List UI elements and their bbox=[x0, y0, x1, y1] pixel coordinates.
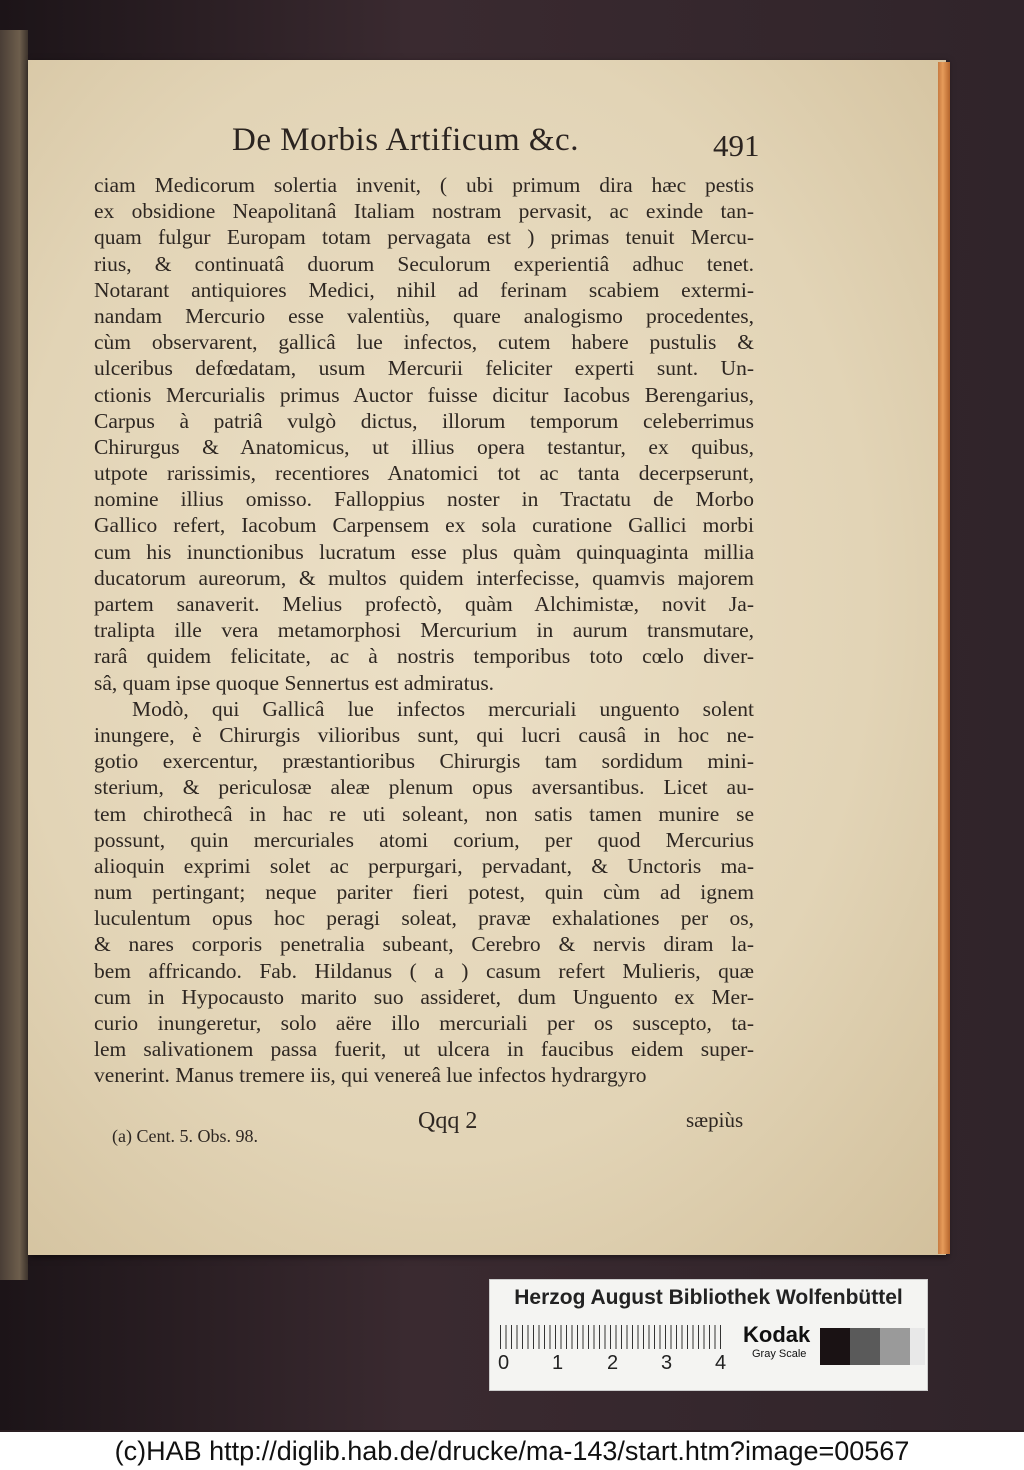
text-line: cùm observarent, gallicâ lue infectos, cutem habere pustulis & bbox=[94, 330, 754, 355]
text-line: rius, & continuatâ duorum Seculorum experientiâ adhuc tenet. bbox=[94, 251, 754, 276]
text-line: Carpus à patriâ vulgò dictus, illorum temporum celeberrimus bbox=[94, 408, 754, 433]
text-line: utpote rarissimis, recentiores Anatomici tot ac tanta decerpserunt, bbox=[94, 461, 754, 486]
ruler-number: 3 bbox=[661, 1352, 673, 1374]
text-line: ex obsidione Neapolitanâ Italiam nostram pervasit, ac exinde tan- bbox=[94, 199, 754, 224]
ruler-number: 0 bbox=[498, 1352, 510, 1374]
text-line: venerint. Manus tremere iis, qui venereâ lue infectos hydrargyro bbox=[94, 1063, 647, 1088]
text-line: ctionis Mercurialis primus Auctor fuisse dicitur Iacobus Berengarius, bbox=[94, 382, 754, 407]
text-line: Modò, qui Gallicâ lue infectos mercuriali unguento solent bbox=[132, 696, 754, 721]
ruler-number: 4 bbox=[715, 1352, 727, 1374]
grayscale-label: Gray Scale bbox=[752, 1348, 807, 1360]
text-line: quam fulgur Europam totam pervagata est ) primas tenuit Mercu- bbox=[94, 225, 754, 250]
text-line: sâ, quam ipse quoque Sennertus est admiratus. bbox=[94, 670, 495, 695]
footnote: (a) Cent. 5. Obs. 98. bbox=[112, 1126, 258, 1146]
signature-mark: Qqq 2 bbox=[418, 1108, 478, 1134]
text-line: Notarant antiquiores Medici, nihil ad ferinam scabiem extermi- bbox=[94, 277, 754, 302]
text-line: num pertingant; neque pariter fieri potest, quin cùm ad ignem bbox=[94, 880, 754, 905]
text-line: & nares corporis penetralia subeant, Cerebro & nervis diram la- bbox=[94, 932, 754, 957]
kodak-logo: Kodak bbox=[743, 1322, 811, 1347]
body-text bbox=[94, 172, 754, 1089]
text-line: partem sanaverit. Melius profectò, quàm Alchimistæ, novit Ja- bbox=[94, 592, 754, 616]
text-line: inungere, è Chirurgis vilioribus sunt, qui lucri causâ in hoc ne- bbox=[94, 722, 754, 747]
text-line: ducatorum aureorum, & multos quidem interfecisse, quamvis majorem bbox=[94, 565, 754, 590]
text-line: gotio exercentur, præstantioribus Chirurgis tam sordidum mini- bbox=[94, 749, 754, 774]
text-line: rarâ quidem felicitate, ac à nostris temporibus toto cœlo diver- bbox=[94, 644, 754, 669]
text-line: Gallico refert, Iacobum Carpensem ex sola curatione Gallici morbi bbox=[94, 513, 754, 538]
text-line: possunt, quin mercuriales atomi corium, per quod Mercurius bbox=[94, 827, 754, 852]
text-line: cum his inunctionibus lucratum esse plus quàm quinquaginta millia bbox=[94, 539, 754, 564]
text-line: curio inungeretur, solo aëre illo mercuriali per os suscepto, ta- bbox=[94, 1011, 754, 1035]
catchword: sæpiùs bbox=[686, 1108, 744, 1132]
page-number: 491 bbox=[713, 128, 760, 163]
scale-ruler bbox=[500, 1325, 722, 1349]
text-line: ulceribus defœdatam, usum Mercurii feliciter experti sunt. Un- bbox=[94, 356, 754, 381]
institution-name: Herzog August Bibliothek Wolfenbüttel bbox=[514, 1286, 903, 1309]
ruler-number: 2 bbox=[607, 1352, 619, 1374]
text-line: luculentum opus hoc peragi soleat, pravæ exhalationes per os, bbox=[94, 906, 754, 931]
text-line: Chirurgus & Anatomicus, ut illius opera testantur, ex quibus, bbox=[94, 434, 754, 459]
text-line: alioquin exprimi solet ac perpurgari, pervadant, & Unctoris ma- bbox=[94, 853, 754, 878]
text-line: tem chirothecâ in hac re uti soleant, non satis tamen munire se bbox=[94, 801, 754, 826]
gray-swatch bbox=[880, 1328, 910, 1365]
color-calibration-card bbox=[489, 1279, 928, 1391]
text-line: lem salivationem passa fuerit, ut ulcera in faucibus eidem super- bbox=[94, 1037, 754, 1062]
facing-page-edge bbox=[0, 30, 28, 1280]
running-head: De Morbis Artificum &c. bbox=[232, 122, 579, 158]
image-caption: (c)HAB http://diglib.hab.de/drucke/ma-143/start.htm?image=00567 bbox=[0, 1432, 1024, 1470]
text-line: bem affricando. Fab. Hildanus ( a ) casum refert Mulieris, quæ bbox=[94, 958, 754, 983]
text-line: tralipta ille vera metamorphosi Mercurium in aurum transmutare, bbox=[94, 618, 754, 643]
gray-swatch bbox=[850, 1328, 880, 1365]
gray-swatch bbox=[820, 1328, 850, 1365]
text-line: nomine illius omisso. Falloppius noster in Tractatu de Morbo bbox=[94, 487, 754, 512]
text-line: ciam Medicorum solertia invenit, ( ubi primum dira hæc pestis bbox=[94, 173, 754, 197]
text-line: sterium, & periculosæ aleæ plenum opus aversantibus. Licet au- bbox=[94, 775, 754, 800]
page-fore-edge bbox=[938, 62, 950, 1254]
text-line: cum in Hypocausto marito suo assideret, dum Unguento ex Mer- bbox=[94, 984, 754, 1009]
gray-swatch bbox=[910, 1328, 925, 1365]
text-line: nandam Mercurio esse valentiùs, quare analogismo procedentes, bbox=[94, 303, 754, 328]
ruler-number: 1 bbox=[552, 1352, 564, 1374]
